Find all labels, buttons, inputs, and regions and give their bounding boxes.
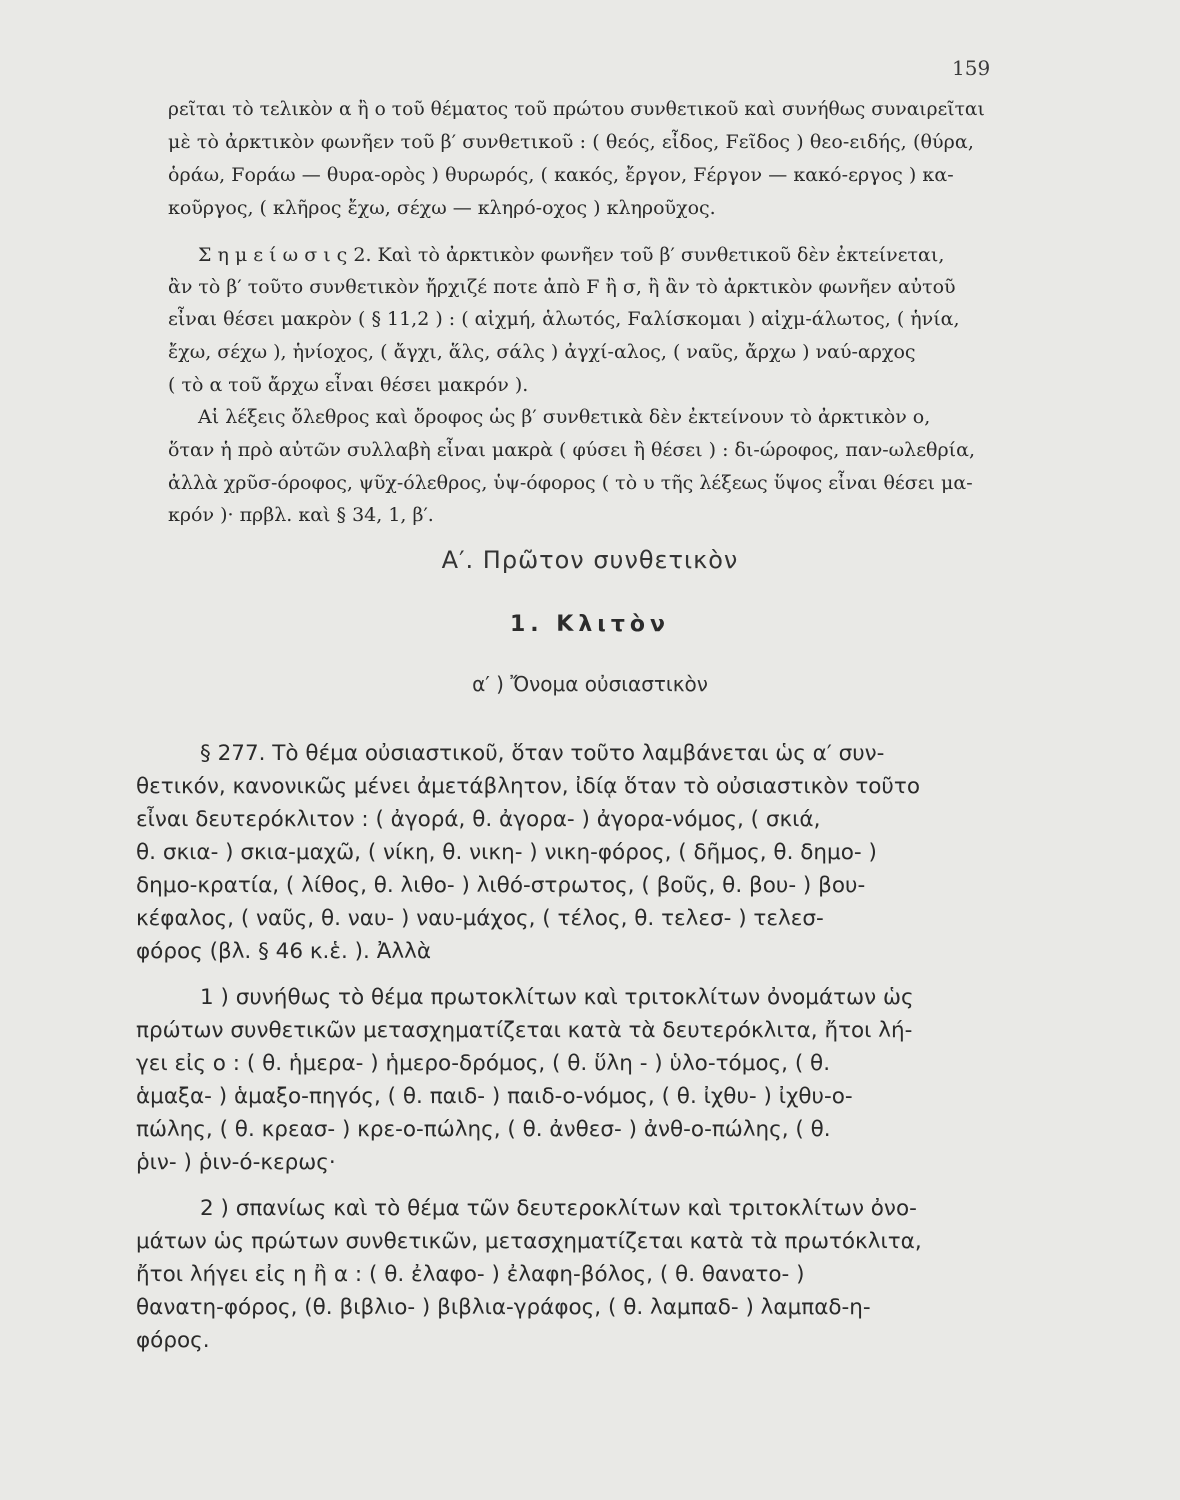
text-line: πρώτων συνθετικῶν μετασχηματίζεται κατὰ τὰ δευτερόκλιτα, ἤτοι λή- — [136, 1018, 913, 1043]
text-line: μάτων ὡς πρώτων συνθετικῶν, μετασχηματίζεται κατὰ τὰ πρωτόκλιτα, — [136, 1229, 922, 1254]
text-line: ἤτοι λήγει εἰς η ἢ α : ( θ. ἐλαφο- ) ἐλαφη-βόλος, ( θ. θανατο- ) — [136, 1262, 805, 1287]
text-line: ἁμαξα- ) ἁμαξο-πηγός, ( θ. παιδ- ) παιδ-ο-νόμος, ( θ. ἰχθυ- ) ἰχθυ-ο- — [136, 1084, 853, 1109]
text-line: κέφαλος, ( ναῦς, θ. ναυ- ) ναυ-μάχος, ( τέλος, θ. τελεσ- ) τελεσ- — [136, 906, 824, 931]
section-heading: α′ ) Ὄνομα οὐσιαστικὸν — [472, 672, 708, 696]
text-line: ( τὸ α τοῦ ἄρχω εἶναι θέσει μακρόν ). — [168, 374, 529, 396]
text-line: εἶναι θέσει μακρὸν ( § 11,2 ) : ( αἰχμή, ἁλωτός, Fαλίσκομαι ) αἰχμ-άλωτος, ( ἡνία, — [168, 308, 960, 330]
text-line: ρεῖται τὸ τελικὸν α ἢ ο τοῦ θέματος τοῦ πρώτου συνθετικοῦ καὶ συνήθως συναιρεῖται — [168, 98, 985, 120]
page-number: 159 — [952, 56, 991, 80]
text-line: θετικόν, κανονικῶς μένει ἀμετάβλητον, ἰδίᾳ ὅταν τὸ οὐσιαστικὸν τοῦτο — [136, 774, 920, 799]
text-line: δημο-κρατία, ( λίθος, θ. λιθο- ) λιθό-στρωτος, ( βοῦς, θ. βου- ) βου- — [136, 873, 866, 898]
text-line: 1 ) συνήθως τὸ θέμα πρωτοκλίτων καὶ τριτοκλίτων ὀνομάτων ὡς — [200, 985, 914, 1010]
text-line: κρόν )· πρβλ. καὶ § 34, 1, β′. — [168, 504, 434, 526]
text-line: § 277. Τὸ θέμα οὐσιαστικοῦ, ὅταν τοῦτο λαμβάνεται ὡς α′ συν- — [200, 741, 885, 766]
text-line: ὅταν ἡ πρὸ αὐτῶν συλλαβὴ εἶναι μακρὰ ( φύσει ἢ θέσει ) : δι-ώροφος, παν-ωλεθρία, — [168, 439, 975, 461]
text-line: ἔχω, σέχω ), ἡνίοχος, ( ἄγχι, ἅλς, σάλς ) ἀγχί-αλος, ( ναῦς, ἄρχω ) ναύ-αρχος — [168, 341, 916, 363]
text-line: μὲ τὸ ἀρκτικὸν φωνῆεν τοῦ β′ συνθετικοῦ : ( θεός, εἶδος, Fεῖδος ) θεο-ειδής, (θύρα, — [168, 131, 975, 153]
text-line: Σ η μ ε ί ω σ ι ς 2. Καὶ τὸ ἀρκτικὸν φωνῆεν τοῦ β′ συνθετικοῦ δὲν ἐκτείνεται, — [198, 244, 945, 266]
text-line: κοῦργος, ( κλῆρος ἔχω, σέχω — κληρό-οχος ) κληροῦχος. — [168, 197, 716, 219]
text-line: θ. σκια- ) σκια-μαχῶ, ( νίκη, θ. νικη- ) νικη-φόρος, ( δῆμος, θ. δημο- ) — [136, 840, 877, 865]
text-line: ῥιν- ) ῥιν-ό-κερως· — [136, 1150, 336, 1175]
text-line: ὁράω, Fοράω — θυρα-ορὸς ) θυρωρός, ( κακός, ἔργον, Fέργον — κακό-εργος ) κα- — [168, 164, 954, 186]
text-line: ἂν τὸ β′ τοῦτο συνθετικὸν ἤρχιζέ ποτε ἀπὸ F ἢ σ, ἢ ἂν τὸ ἀρκτικὸν φωνῆεν αὐτοῦ — [168, 276, 956, 298]
text-line: φόρος (βλ. § 46 κ.ἑ. ). Ἀλλὰ — [136, 939, 432, 964]
text-line: εἶναι δευτερόκλιτον : ( ἀγορά, θ. ἀγορα- ) ἀγορα-νόμος, ( σκιά, — [136, 807, 821, 832]
text-line: Αἱ λέξεις ὄλεθρος καὶ ὄροφος ὡς β′ συνθετικὰ δὲν ἐκτείνουν τὸ ἀρκτικὸν ο, — [198, 406, 931, 428]
text-line: πώλης, ( θ. κρεασ- ) κρε-ο-πώλης, ( θ. ἀνθεσ- ) ἀνθ-ο-πώλης, ( θ. — [136, 1117, 831, 1142]
chapter-heading: 1. Κλιτὸν — [509, 612, 670, 637]
text-line: γει εἰς ο : ( θ. ἡμερα- ) ἡμερο-δρόμος, ( θ. ὕλη - ) ὑλο-τόμος, ( θ. — [136, 1051, 831, 1076]
text-line: 2 ) σπανίως καὶ τὸ θέμα τῶν δευτεροκλίτων καὶ τριτοκλίτων ὀνο- — [200, 1196, 917, 1221]
text-line: ἀλλὰ χρῦσ-όροφος, ψῦχ-όλεθρος, ὑψ-όφορος ( τὸ υ τῆς λέξεως ὕψος εἶναι θέσει μα- — [168, 472, 973, 494]
text-line: φόρος. — [136, 1328, 210, 1353]
part-heading: Α′. Πρῶτον συνθετικὸν — [441, 546, 739, 574]
text-line: θανατη-φόρος, (θ. βιβλιο- ) βιβλια-γράφος, ( θ. λαμπαδ- ) λαμπαδ-η- — [136, 1295, 871, 1320]
